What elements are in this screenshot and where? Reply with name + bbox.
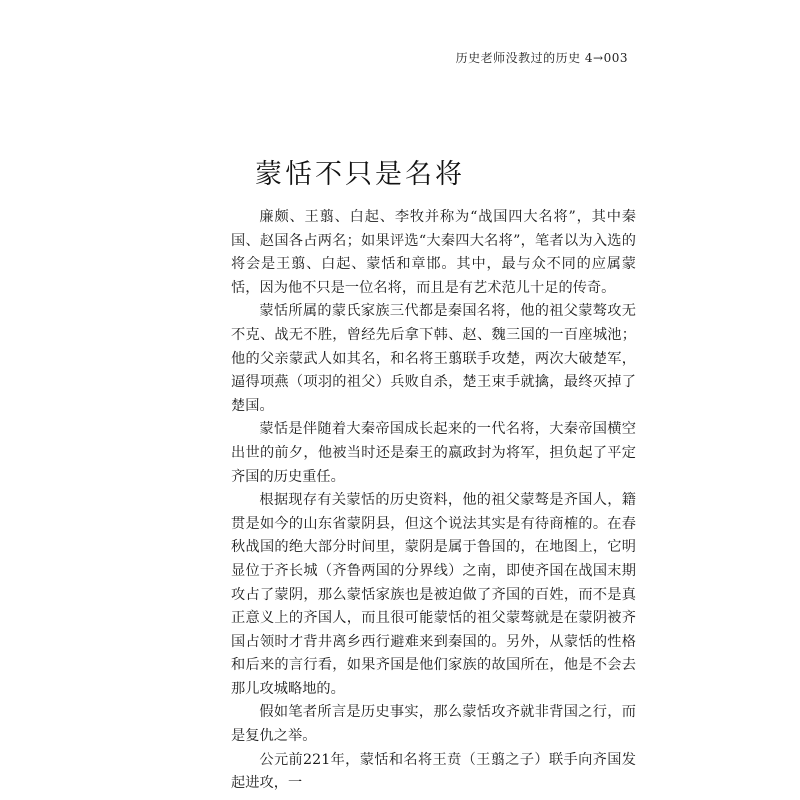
running-header: 历史老师没教过的历史 4→003	[455, 51, 628, 65]
chapter-title: 蒙恬不只是名将	[255, 159, 465, 190]
body-text	[231, 206, 636, 796]
paragraph: 假如笔者所言是历史事实，那么蒙恬攻齐就非背国之行，而是复仇之举。	[231, 704, 636, 745]
paragraph: 根据现存有关蒙恬的历史资料，他的祖父蒙骜是齐国人，籍贯是如今的山东省蒙阴县，但这个说法其实是有待商榷的。在春秋战国的绝大部分时间里，蒙阴是属于鲁国的，在地图上，它明显位于齐长城（齐鲁两国的分界线）之南，即使齐国在战国末期攻占了蒙阴，那么蒙恬家族也是被迫做了齐国的百姓，而不是真正意义上的齐国人，而且很可能蒙恬的祖父蒙骜就是在蒙阴被齐国占领时才背井离乡西行避难来到秦国的。另外，从蒙恬的性格和后来的言行看，如果齐国是他们家族的故国所在，他是不会去那儿攻城略地的。	[231, 492, 636, 697]
paragraph: 公元前221年，蒙恬和名将王贲（王翦之子）联手向齐国发起进攻，一	[231, 751, 636, 792]
paragraph: 廉颇、王翦、白起、李牧并称为“战国四大名将”，其中秦国、赵国各占两名；如果评选“大秦四大名将”，笔者以为入选的将会是王翦、白起、蒙恬和章邯。其中，最与众不同的应属蒙恬，因为他不只是一位名将，而且是有艺术范儿十足的传奇。	[231, 209, 636, 296]
paragraph: 蒙恬所属的蒙氏家族三代都是秦国名将，他的祖父蒙骜攻无不克、战无不胜，曾经先后拿下韩、赵、魏三国的一百座城池；他的父亲蒙武人如其名，和名将王翦联手攻楚，两次大破楚军，逼得项燕（项羽的祖父）兵败自杀，楚王束手就擒，最终灭掉了楚国。	[231, 303, 636, 414]
paragraph: 蒙恬是伴随着大秦帝国成长起来的一代名将，大秦帝国横空出世的前夕，他被当时还是秦王的嬴政封为将军，担负起了平定齐国的历史重任。	[231, 421, 636, 485]
